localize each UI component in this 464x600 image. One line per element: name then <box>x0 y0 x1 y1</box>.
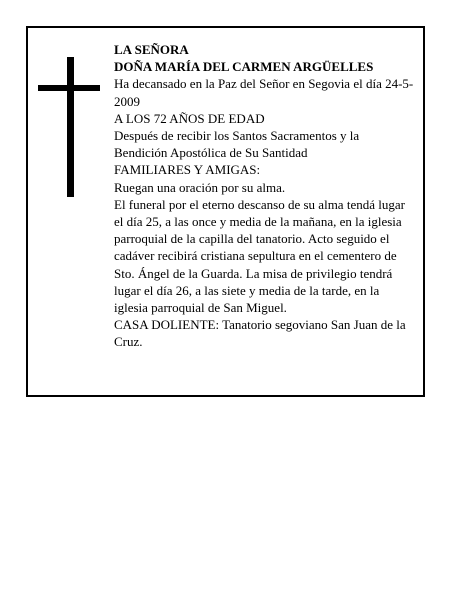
death-statement: Ha decansado en la Paz del Señor en Segovia el día 24-5-2009 <box>114 76 414 109</box>
sacraments-statement: Después de recibir los Santos Sacramentos y la Bendición Apostólica de Su Santidad <box>114 128 360 161</box>
notice-text-block <box>114 41 414 351</box>
deceased-name: DOÑA MARÍA DEL CARMEN ARGÜELLES <box>114 59 374 75</box>
family-heading: FAMILIARES Y AMIGAS: <box>114 162 261 178</box>
cross-vertical-bar <box>67 57 74 197</box>
mourning-house: CASA DOLIENTE: Tanatorio segoviano San Juan de la Cruz. <box>114 317 406 350</box>
funeral-details: El funeral por el eterno descanso de su alma tendá lugar el día 25, a las once y media de la mañana, en la iglesia parroquial de la capilla del tanatorio. Acto seguido el cadáver recibirá cristiana sepultura en el cementero de Sto. Ángel de la Guarda. La misa de privilegio tendrá lugar el día 26, a las siete y media de la tarde, en la iglesia parroquial de San Miguel. <box>114 196 405 316</box>
cross-horizontal-bar <box>38 85 100 91</box>
obituary-notice <box>26 26 425 397</box>
age-statement: A LOS 72 AÑOS DE EDAD <box>114 110 265 126</box>
heading-title: LA SEÑORA <box>114 42 189 57</box>
prayer-request: Ruegan una oración por su alma. <box>114 179 286 195</box>
